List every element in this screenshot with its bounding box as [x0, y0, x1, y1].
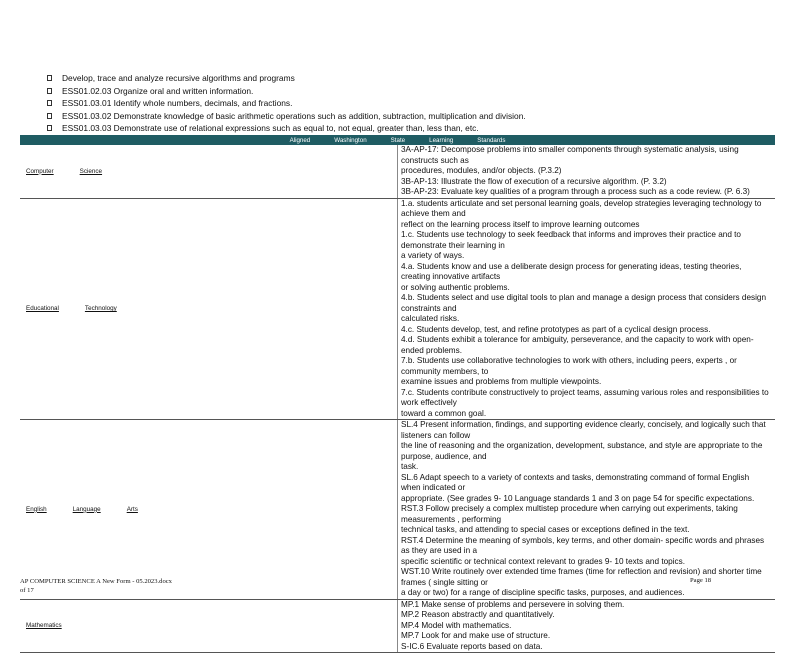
standard-line: WST.10 Write routinely over extended time frames (time for reflection and revision) and shorter time frames ( single sitting or: [401, 567, 762, 587]
table-row: [20, 599, 775, 653]
standard-line: a variety of ways.: [401, 251, 465, 260]
footer-page-count: of 17: [20, 587, 34, 594]
header-word: Learning: [429, 136, 454, 144]
bullet-item: [40, 97, 780, 110]
subject-label-word: Technology: [84, 305, 117, 313]
bullet-text: ESS01.03.02 Demonstrate knowledge of basic arithmetic operations such as addition, subtraction, multiplication and division.: [62, 110, 526, 121]
standard-line: toward a common goal.: [401, 408, 487, 418]
standard-line: SL.6 Adapt speech to a variety of contexts and tasks, demonstrating command of formal English when indicated or: [401, 472, 750, 492]
header-word: Washington: [334, 136, 367, 144]
bullet-item: [40, 110, 780, 123]
standard-line: appropriate. (See grades 9- 10 Language standards 1 and 3 on page 54 for specific expectations.: [401, 493, 755, 503]
standard-line: 4.a. Students know and use a deliberate design process for generating ideas, testing theories, creating innovative artifacts: [401, 261, 742, 281]
standard-line: 4.b. Students select and use digital tools to plan and manage a design process that considers design constraints and: [401, 293, 767, 313]
standard-line: 1.a. students articulate and set personal learning goals, develop strategies leveraging technology to achieve them and: [401, 198, 762, 218]
subject-label: [20, 198, 398, 420]
standard-line: 7.b. Students use collaborative technologies to work with others, including peers, experts , or community members, to: [401, 356, 737, 376]
standard-line: technical tasks, and attending to special cases or exceptions defined in the text.: [401, 525, 690, 534]
bullet-text: ESS01.03.03 Demonstrate use of relational expressions such as equal to, not equal, greater than, less than, etc.: [62, 123, 479, 133]
table-row: [20, 198, 775, 420]
standard-line: 3B-AP-13: Illustrate the flow of execution of a recursive algorithm. (P. 3.2): [401, 176, 667, 186]
bullet-box-icon: [47, 88, 52, 94]
table-header: [20, 135, 775, 145]
subject-label: [20, 420, 398, 600]
footer-filename: [20, 577, 172, 595]
bullet-box-icon: [47, 100, 52, 106]
standard-line: calculated risks.: [401, 314, 460, 323]
bullet-text: ESS01.02.03 Organize oral and written information.: [62, 85, 254, 96]
standard-line: procedures, modules, and/or objects. (P.3.2): [401, 166, 562, 175]
standard-line: 4.d. Students exhibit a tolerance for ambiguity, perseverance, and the capacity to work with open-ended problems.: [401, 335, 754, 355]
standard-line: reflect on the learning process itself to improve learning outcomes: [401, 219, 640, 229]
standards-content: [398, 599, 776, 653]
subject-label-word: Mathematics: [26, 622, 62, 630]
header-word: State: [390, 136, 406, 144]
standard-line: task.: [401, 462, 419, 471]
subject-label: [20, 145, 398, 198]
standard-line: MP.7 Look for and make use of structure.: [401, 631, 551, 640]
subject-label-word: Educational: [26, 305, 59, 313]
standard-line: 3A-AP-17: Decompose problems into smaller components through systematic analysis, using constructs such as: [401, 145, 739, 165]
standards-table: [20, 135, 775, 653]
bullet-list: [40, 72, 780, 135]
bullet-box-icon: [47, 113, 52, 119]
standard-line: 1.c. Students use technology to seek feedback that informs and improves their practice and to demonstrate their learning in: [401, 230, 741, 250]
standard-line: MP.2 Reason abstractly and quantitatively.: [401, 610, 555, 619]
standard-line: SL.4 Present information, findings, and supporting evidence clearly, concisely, and logically such that listeners can follow: [401, 420, 766, 440]
table-header-row: [20, 135, 775, 145]
standards-content: [398, 145, 776, 198]
standard-line: the line of reasoning and the organization, development, substance, and style are appropriate to the purpose, audience, and: [401, 441, 763, 461]
footer-file-line: AP COMPUTER SCIENCE A New Form - 05.2023.docx: [20, 578, 172, 585]
standard-line: examine issues and problems from multiple viewpoints.: [401, 377, 602, 386]
bullet-text: ESS01.03.01 Identify whole numbers, decimals, and fractions.: [62, 98, 293, 108]
standard-line: 7.c. Students contribute constructively to project teams, assuming various roles and responsibilities to work effectively: [401, 387, 769, 407]
table-row: [20, 145, 775, 198]
bullet-text: Develop, trace and analyze recursive algorithms and programs: [62, 73, 295, 83]
header-word: Standards: [477, 136, 506, 144]
subject-label-word: English: [26, 505, 47, 513]
standard-line: specific scientific or technical context relevant to grades 9- 10 texts and topics.: [401, 556, 685, 566]
standard-line: MP.1 Make sense of problems and persevere in solving them.: [401, 599, 625, 609]
bullet-item: [40, 122, 780, 135]
subject-label-word: Science: [79, 167, 103, 175]
standards-content: [398, 420, 776, 600]
bullet-box-icon: [47, 125, 52, 131]
standard-line: RST.4 Determine the meaning of symbols, key terms, and other domain- specific words and phrases as they are used in a: [401, 535, 765, 555]
standard-line: RST.3 Follow precisely a complex multistep procedure when carrying out experiments, taking measurements , performing: [401, 504, 738, 524]
standard-line: S-IC.6 Evaluate reports based on data.: [401, 641, 543, 651]
bullet-item: [40, 72, 780, 85]
table-row: [20, 420, 775, 600]
standard-line: or solving authentic problems.: [401, 282, 510, 292]
bullet-box-icon: [47, 75, 52, 81]
footer-page-number: Page 18: [690, 577, 712, 584]
standard-line: 4.c. Students develop, test, and refine prototypes as part of a cyclical design process.: [401, 324, 711, 334]
subject-label-word: Language: [72, 505, 101, 513]
subject-label-word: Computer: [26, 167, 54, 175]
standards-content: [398, 198, 776, 420]
standard-line: MP.4 Model with mathematics.: [401, 620, 512, 630]
subject-label: [20, 599, 398, 653]
header-word: Aligned: [289, 136, 311, 144]
bullet-item: [40, 85, 780, 98]
subject-label-word: Arts: [126, 505, 138, 513]
standard-line: 3B-AP-23: Evaluate key qualities of a program through a process such as a code review. (P. 6.3): [401, 187, 750, 196]
standard-line: a day or two) for a range of discipline specific tasks, purposes, and audiences.: [401, 588, 685, 597]
